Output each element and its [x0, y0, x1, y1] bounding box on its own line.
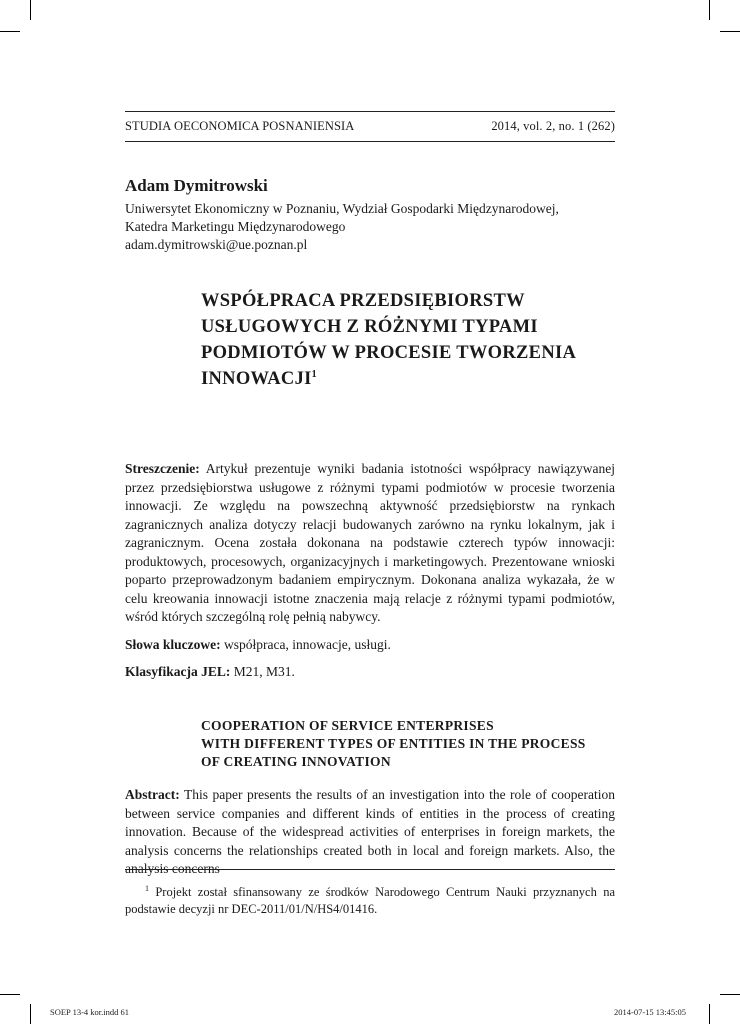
journal-name: STUDIA OECONOMICA POSNANIENSIA [125, 119, 355, 133]
abstract-paragraph [125, 460, 615, 627]
title-line: WSPÓŁPRACA PRZEDSIĘBIORSTW [201, 291, 525, 311]
crop-mark [720, 31, 740, 32]
title-line: USŁUGOWYCH Z RÓŻNYMI TYPAMI [201, 317, 538, 337]
abstract-label: Streszczenie: [125, 461, 200, 476]
running-head [125, 111, 615, 142]
keywords-paragraph [125, 636, 615, 655]
crop-mark [709, 1004, 710, 1024]
issue-info: 2014, vol. 2, no. 1 (262) [491, 119, 615, 133]
crop-mark [709, 0, 710, 20]
footnote-mark: 1 [145, 884, 149, 893]
jel-label: Klasyfikacja JEL: [125, 664, 231, 679]
abstract-text: Artykuł prezentuje wyniki badania istotności współpracy nawiązywanej przez przedsiębiorstwa usługowe z różnymi typami podmiotów w procesie tworzenia innowacji. Ze względu na powszechną aktywność przedsiębiorstw na rynkach zagranicznych analiza dotyczy relacji budowanych zarówno na rynku lokalnym, jak i zagranicznym. Ocena została dokonana na podstawie czterech typów innowacji: produktowych, procesowych, organizacyjnych i marketingowych. Prezentowane wnioski poparto przeprowadzonym badaniem empirycznym. Dokonana analiza wykazała, że w celu kreowania innowacji istotne znaczenia mają relacje z różnymi typami podmiotów, wśród których szczególną rolę pełnią nabywcy. [125, 461, 615, 624]
title-line: WITH DIFFERENT TYPES OF ENTITIES IN THE PROCESS [201, 736, 586, 751]
article-title [201, 288, 621, 392]
title-line [201, 366, 621, 392]
affiliation-line: Uniwersytet Ekonomiczny w Poznaniu, Wydział Gospodarki Międzynarodowej, [125, 201, 559, 216]
slug-filename: SOEP 13-4 kor.indd 61 [50, 1007, 130, 1017]
crop-mark [0, 31, 20, 32]
author-block [125, 176, 625, 254]
footnote-reference[interactable]: 1 [311, 368, 317, 380]
abstract-text: This paper presents the results of an investigation into the role of cooperation between service companies and different kinds of entities in the process of creating innovation. Because of the widespread activities of enterprises in foreign markets, the analysis concerns the relationships created both in local and foreign markets. Also, the analysis concerns [125, 787, 615, 876]
affiliation-line: Katedra Marketingu Międzynarodowego [125, 219, 346, 234]
jel-text: M21, M31. [230, 664, 295, 679]
title-line: PODMIOTÓW W PROCESIE TWORZENIA [201, 343, 577, 363]
slug-datetime: 2014-07-15 13:45:05 [614, 1007, 687, 1017]
abstract-polish [125, 460, 615, 691]
author-email[interactable]: adam.dymitrowski@ue.poznan.pl [125, 237, 308, 252]
footnote-text [125, 880, 615, 918]
crop-mark [0, 994, 20, 995]
abstract-paragraph [125, 786, 615, 879]
crop-mark [720, 994, 740, 995]
crop-mark [30, 1004, 31, 1024]
title-line-text: INNOWACJI [201, 369, 312, 389]
footnote [125, 869, 615, 918]
crop-mark [30, 0, 31, 20]
keywords-label: Słowa kluczowe: [125, 636, 221, 652]
english-title [201, 717, 621, 771]
footnote-body: Projekt został sfinansowany ze środków Narodowego Centrum Nauki przyznanych na podstawie decyzji nr DEC-2011/01/N/HS4/01416. [125, 885, 615, 917]
author-name: Adam Dymitrowski [125, 176, 268, 195]
jel-paragraph [125, 663, 615, 682]
title-line: COOPERATION OF SERVICE ENTERPRISES [201, 718, 494, 733]
abstract-label: Abstract: [125, 787, 180, 802]
keywords-text: współpraca, innowacje, usługi. [220, 636, 391, 652]
title-line: OF CREATING INNOVATION [201, 754, 391, 769]
